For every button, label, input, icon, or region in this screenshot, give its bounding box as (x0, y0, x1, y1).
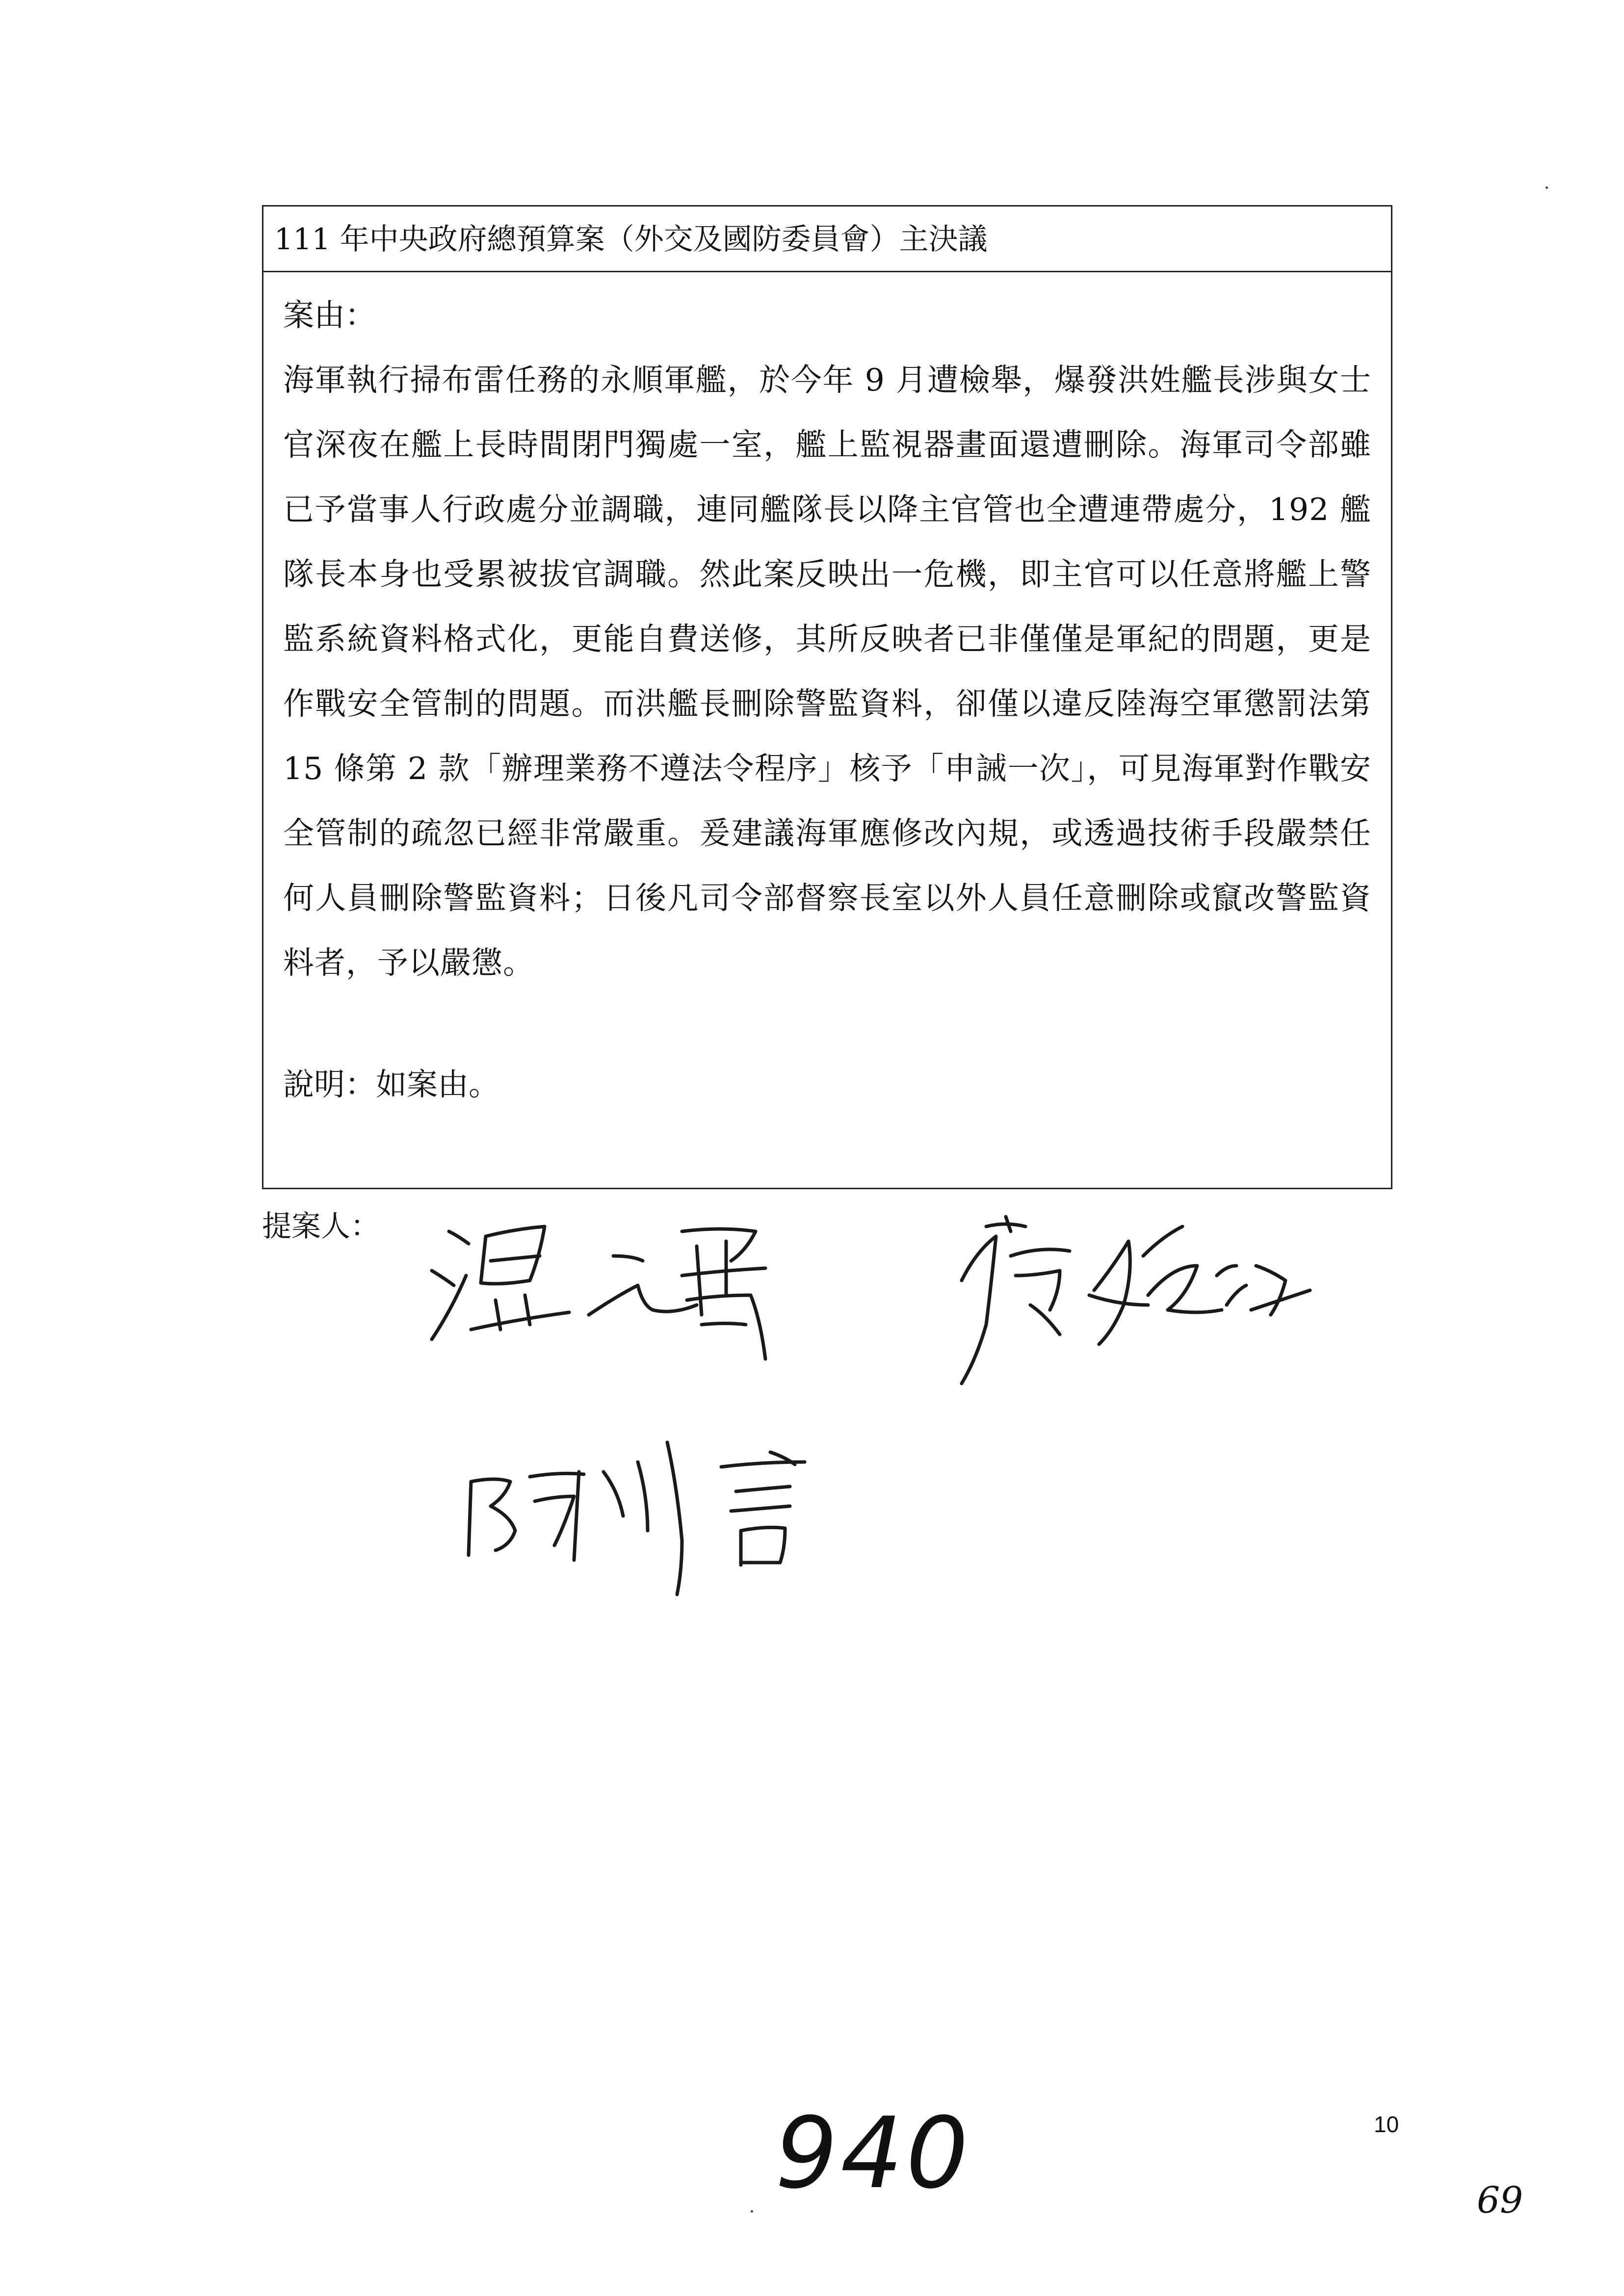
handwritten-page-number: 69 (1477, 2179, 1523, 2221)
explanation: 說明：如案由。 (283, 1067, 499, 1102)
signature-1 (432, 1226, 765, 1359)
proposer-label: 提案人： (262, 1209, 380, 1244)
signature-2 (962, 1217, 1310, 1383)
signature-3 (469, 1442, 805, 1594)
reason-label: 案由： (283, 297, 376, 333)
reason-text: 海軍執行掃布雷任務的永順軍艦，於今年 9 月遭檢舉，爆發洪姓艦長涉與女士官深夜在艦上長時間閉門獨處一室，艦上監視器畫面還遭刪除。海軍司令部雖已予當事人行政處分並調職，連同艦隊長以降主官管也全遭連帶處分，192 艦隊長本身也受累被拔官調職。然此案反映出一危機，即主官可以任意將艦上警監系統資料格式化，更能自費送修，其所反映者已非僅僅是軍紀的問題，更是作戰安全管制的問題。而洪艦長刪除警監資料，卻僅以違反陸海空軍懲罰法第 15 條第 2 款「辦理業務不遵法令程序」核予「申誡一次」，可見海軍對作戰安全管制的疏忽已經非常嚴重。爰建議海軍應修改內規，或透過技術手段嚴禁任何人員刪除警監資料；日後凡司令部督察長室以外人員任意刪除或竄改警監資料者，予以嚴懲。 (283, 362, 1371, 981)
scan-speck (751, 2210, 753, 2213)
scan-speck (1545, 186, 1548, 189)
handwritten-stamp-number: 940 (775, 2096, 971, 2211)
document-title: 111 年中央政府總預算案（外交及國防委員會）主決議 (263, 207, 1391, 272)
page-number: 10 (1374, 2112, 1399, 2137)
